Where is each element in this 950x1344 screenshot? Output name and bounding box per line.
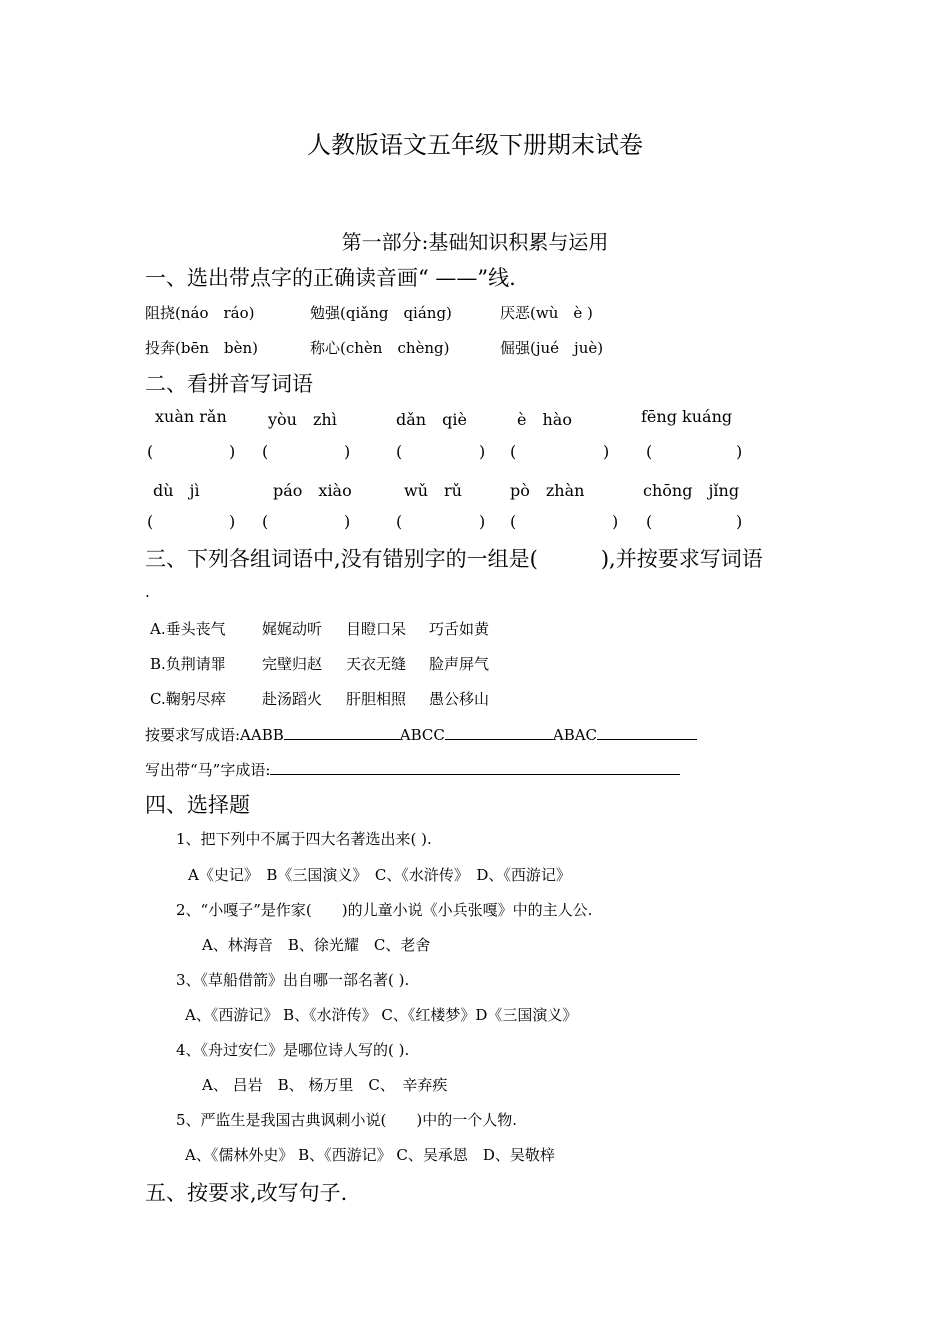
aabb-label: 按要求写成语:AABB xyxy=(145,726,284,744)
answer-paren-close: ) xyxy=(736,442,743,461)
answer-paren-open: ( xyxy=(147,512,154,531)
q4-choices: A、 吕岩 B、 杨万里 C、 辛弃疾 xyxy=(202,1076,448,1094)
q4-question: 2、“小嘎子”是作家( )的儿童小说《小兵张嘎》中的主人公. xyxy=(176,901,593,919)
document-title: 人教版语文五年级下册期末试卷 xyxy=(307,131,643,159)
answer-paren-close: ) xyxy=(344,442,351,461)
pinyin: dǎn qiè xyxy=(396,410,467,429)
answer-paren-open: ( xyxy=(396,442,403,461)
q3-option-word: 愚公移山 xyxy=(429,690,490,708)
abac-label: ABAC xyxy=(552,726,598,744)
q3-option-word: B.负荆请罪 xyxy=(150,655,226,673)
q1-item: 倔强(jué juè) xyxy=(500,339,604,357)
q4-question: 5、严监生是我国古典讽刺小说( )中的一个人物. xyxy=(176,1111,518,1129)
answer-paren-open: ( xyxy=(646,442,653,461)
q4-heading: 四、选择题 xyxy=(145,793,250,817)
q4-question: 4、《舟过安仁》是哪位诗人写的( ). xyxy=(176,1041,410,1059)
answer-paren-close: ) xyxy=(344,512,351,531)
q4-question: 1、把下列中不属于四大名著选出来( ). xyxy=(176,830,432,848)
q3-option-word: 巧舌如黄 xyxy=(429,620,490,638)
q1-item: 投奔(bēn bèn) xyxy=(145,339,258,357)
answer-paren-close: ) xyxy=(229,512,236,531)
q4-choices: A、林海音 B、徐光耀 C、老舍 xyxy=(202,936,431,954)
q3-option-word: 赴汤蹈火 xyxy=(262,690,323,708)
pinyin: yòu zhì xyxy=(268,410,337,429)
pinyin: è hào xyxy=(517,410,572,429)
pinyin: dù jì xyxy=(153,481,200,500)
abcc-label: ABCC xyxy=(399,726,445,744)
q3-option-word: 目瞪口呆 xyxy=(346,620,407,638)
answer-paren-close: ) xyxy=(479,442,486,461)
abac-blank[interactable] xyxy=(597,723,697,740)
q5-heading: 五、按要求,改写句子. xyxy=(145,1181,348,1205)
q1-item: 厌恶(wù è ) xyxy=(500,304,593,322)
horse-idiom-line xyxy=(145,758,680,780)
answer-paren-open: ( xyxy=(262,512,269,531)
pinyin: pò zhàn xyxy=(510,481,585,500)
pinyin: chōng jǐng xyxy=(643,481,740,500)
q2-heading: 二、看拼音写词语 xyxy=(145,372,313,396)
q4-question: 3、《草船借箭》出自哪一部名著( ). xyxy=(176,971,410,989)
q3-option-word: A.垂头丧气 xyxy=(150,620,226,638)
q4-choices: A、《儒林外史》 B、《西游记》 C、吴承恩 D、吴敬梓 xyxy=(185,1146,555,1164)
horse-idiom-blank[interactable] xyxy=(270,758,680,775)
pinyin: páo xiào xyxy=(273,481,352,500)
answer-paren-close: ) xyxy=(612,512,619,531)
answer-paren-open: ( xyxy=(396,512,403,531)
pinyin: fēng kuáng xyxy=(641,407,733,426)
pinyin: xuàn rǎn xyxy=(155,407,227,426)
abcc-blank[interactable] xyxy=(445,723,553,740)
pinyin: wǔ rǔ xyxy=(404,481,462,500)
q3-heading: 三、下列各组词语中,没有错别字的一组是( ),并按要求写词语 xyxy=(145,547,763,571)
answer-paren-open: ( xyxy=(646,512,653,531)
answer-paren-close: ) xyxy=(479,512,486,531)
q3-option-word: C.鞠躬尽瘁 xyxy=(150,690,226,708)
q3-heading-tail: . xyxy=(145,583,150,601)
horse-idiom-label: 写出带“马”字成语: xyxy=(145,761,271,779)
q1-item: 勉强(qiǎng qiáng) xyxy=(310,304,452,322)
q1-item: 称心(chèn chèng) xyxy=(310,339,450,357)
answer-paren-open: ( xyxy=(147,442,154,461)
answer-paren-open: ( xyxy=(262,442,269,461)
q3-option-word: 肝胆相照 xyxy=(346,690,407,708)
answer-paren-close: ) xyxy=(736,512,743,531)
q3-option-word: 天衣无缝 xyxy=(346,655,407,673)
idiom-write-line xyxy=(145,723,697,745)
q4-choices: A、《西游记》 B、《水浒传》 C、《红楼梦》D《三国演义》 xyxy=(185,1006,578,1024)
answer-paren-open: ( xyxy=(510,512,517,531)
part-heading: 第一部分:基础知识积累与运用 xyxy=(341,230,609,254)
q1-item: 阻挠(náo ráo) xyxy=(145,304,255,322)
q3-option-word: 完壁归赵 xyxy=(262,655,323,673)
answer-paren-open: ( xyxy=(510,442,517,461)
answer-paren-close: ) xyxy=(229,442,236,461)
q3-option-word: 娓娓动听 xyxy=(262,620,323,638)
answer-paren-close: ) xyxy=(603,442,610,461)
q3-option-word: 脸声屏气 xyxy=(429,655,490,673)
q4-choices: A《史记》 B《三国演义》 C、《水浒传》 D、《西游记》 xyxy=(188,866,571,884)
q1-heading: 一、选出带点字的正确读音画“ ——”线. xyxy=(145,266,516,290)
aabb-blank[interactable] xyxy=(284,723,400,740)
